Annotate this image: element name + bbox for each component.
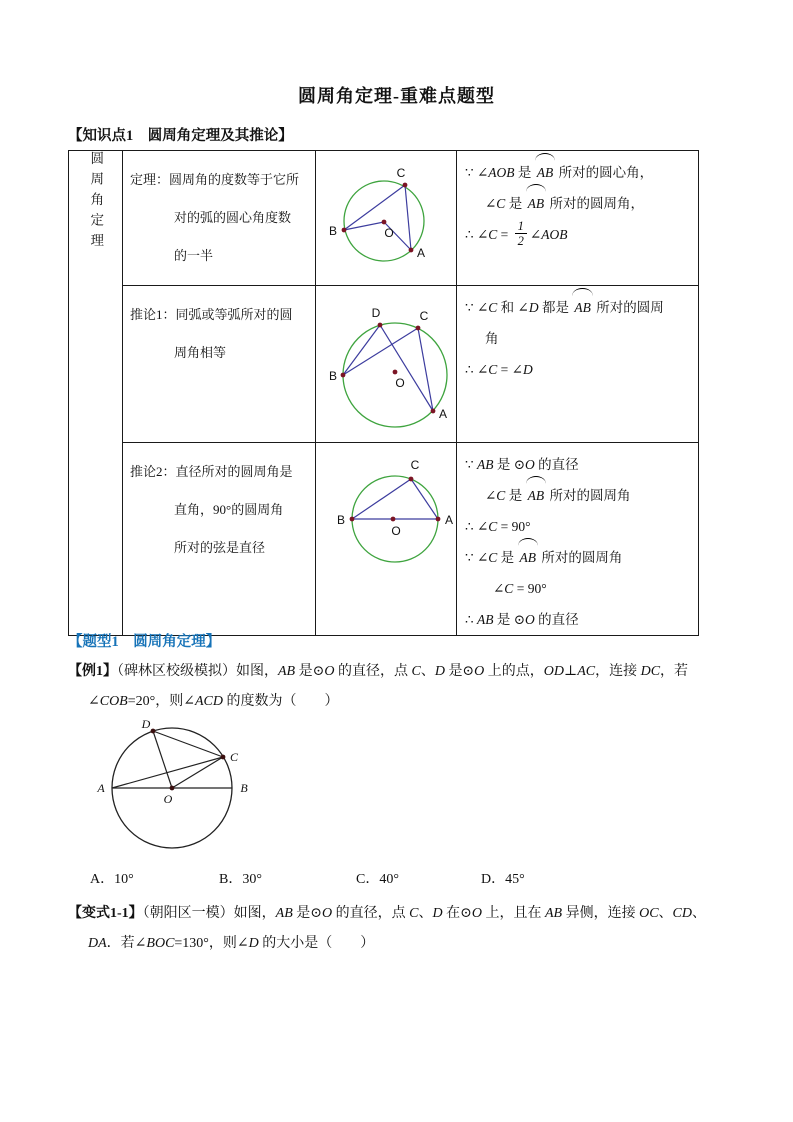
point-label-A: A: [444, 513, 454, 527]
diagram-cell-theorem: [316, 151, 457, 286]
point-label-B: B: [336, 513, 346, 527]
text-line: ∠C 是 AB 所对的圆周角: [485, 480, 694, 511]
point-label-O: O: [384, 226, 394, 240]
text-line: 定理：圆周角的度数等于它所: [130, 172, 300, 187]
text-line: ∠C = 90°: [493, 581, 547, 596]
text-line: ∴ ∠C = 90°: [465, 519, 531, 534]
topic-heading: 【题型1 圆周角定理】: [68, 634, 221, 650]
text-line: ∵ AB 是 ⊙O 的直径: [465, 457, 579, 472]
example1-circle-diagram: [95, 718, 270, 865]
proof-cell-corollary2: [457, 443, 699, 636]
text-line: 角: [485, 331, 499, 346]
text-line: ∠COB=20°，则∠ACD 的度数为（ ）: [88, 694, 339, 709]
option-b: B．30°: [219, 872, 262, 887]
circle-diagram-corollary2: [316, 458, 456, 620]
text-line: ∴ ∠C = $\frac{1}{2}$ ∠AOB: [465, 219, 568, 249]
text-line: ∴ AB 是 ⊙O 的直径: [465, 612, 579, 627]
point-label-C: C: [410, 458, 420, 472]
text-line: 对的弧的圆心角度数: [174, 210, 292, 225]
point-label-B: B: [240, 781, 248, 795]
proof-text: [457, 151, 698, 251]
example1-paragraph: [68, 657, 740, 717]
table-row-corollary2: [69, 443, 699, 636]
geometry-figure: [316, 288, 456, 437]
text-line: 所对的弦是直径: [174, 540, 266, 555]
diagram-cell-corollary2: [316, 443, 457, 636]
option-d: D．45°: [481, 872, 525, 887]
text-line: 【变式1-1】（朝阳区一模）如图，AB 是⊙O 的直径，点 C、D 在⊙O 上，且在 AB 异侧，连接 OC、CD、: [68, 906, 706, 921]
point-label-A: A: [97, 781, 105, 795]
point-label-O: O: [395, 376, 405, 390]
text-line: 【例1】（碑林区校级模拟）如图，AB 是⊙O 的直径，点 C、D 是⊙O 上的点，OD⊥AC，连接 DC，若: [68, 664, 689, 679]
theorem-table: [68, 150, 699, 636]
answer-options: [0, 868, 793, 890]
statement-text: [123, 286, 315, 372]
point-label-B: B: [328, 369, 338, 383]
point-label-A: A: [416, 246, 426, 260]
text-line: 的一半: [174, 248, 214, 263]
point-label-C: C: [419, 309, 429, 323]
geometry-figure: [316, 451, 456, 616]
page-title: 圆周角定理-重难点题型: [298, 86, 495, 106]
option-c: C．40°: [356, 872, 399, 887]
table-row-corollary1: [69, 286, 699, 443]
point-label-B: B: [328, 224, 338, 238]
option-a: A．10°: [90, 872, 134, 887]
table-row-theorem: [69, 151, 699, 286]
text-line: 直角，90°的圆周角: [174, 502, 284, 517]
statement-cell-corollary2: [123, 443, 316, 636]
point-label-C: C: [229, 750, 239, 764]
text-line: ∴ ∠C = ∠D: [465, 362, 533, 377]
text-line: 周角相等: [174, 345, 227, 360]
statement-text: [123, 443, 315, 567]
diagram-cell-corollary1: [316, 286, 457, 443]
geometry-figure: [317, 157, 455, 280]
text-line: ∠C 是 AB 所对的圆周角，: [485, 188, 694, 219]
point-label-A: A: [438, 407, 448, 421]
statement-cell-theorem: [123, 151, 316, 286]
text-line: ∵ ∠AOB 是 AB 所对的圆心角，: [465, 157, 694, 188]
point-label-C: C: [396, 166, 406, 180]
text-line: 推论2：直径所对的圆周角是: [130, 464, 293, 479]
circle-diagram-corollary1: [316, 306, 456, 441]
fraction: $\frac{1}{2}$: [515, 219, 527, 249]
statement-cell-corollary1: [123, 286, 316, 443]
proof-cell-corollary1: [457, 286, 699, 443]
circle-diagram-theorem: [317, 166, 455, 284]
proof-cell-theorem: [457, 151, 699, 286]
table-row-label-cell: [69, 151, 123, 636]
text-line: ∵ ∠C 和 ∠D 都是 AB 所对的圆周: [465, 292, 694, 323]
text-line: ∵ ∠C 是 AB 所对的圆周角: [465, 542, 694, 573]
statement-text: [123, 151, 315, 275]
knowledge-point-heading: 【知识点1 圆周角定理及其推论】: [68, 128, 293, 144]
text-line: DA．若∠BOC=130°，则∠D 的大小是（ ）: [88, 936, 375, 951]
point-label-D: D: [371, 306, 381, 320]
point-label-O: O: [163, 792, 173, 806]
variant11-paragraph: [68, 899, 740, 959]
proof-text: [457, 286, 698, 385]
proof-text: [457, 443, 698, 635]
geometry-figure: [95, 718, 270, 860]
point-label-D: D: [141, 718, 151, 731]
text-line: 推论1：同弧或等弧所对的圆: [130, 307, 293, 322]
vertical-row-label: 圆周角定理: [88, 151, 104, 254]
point-label-O: O: [391, 524, 401, 538]
